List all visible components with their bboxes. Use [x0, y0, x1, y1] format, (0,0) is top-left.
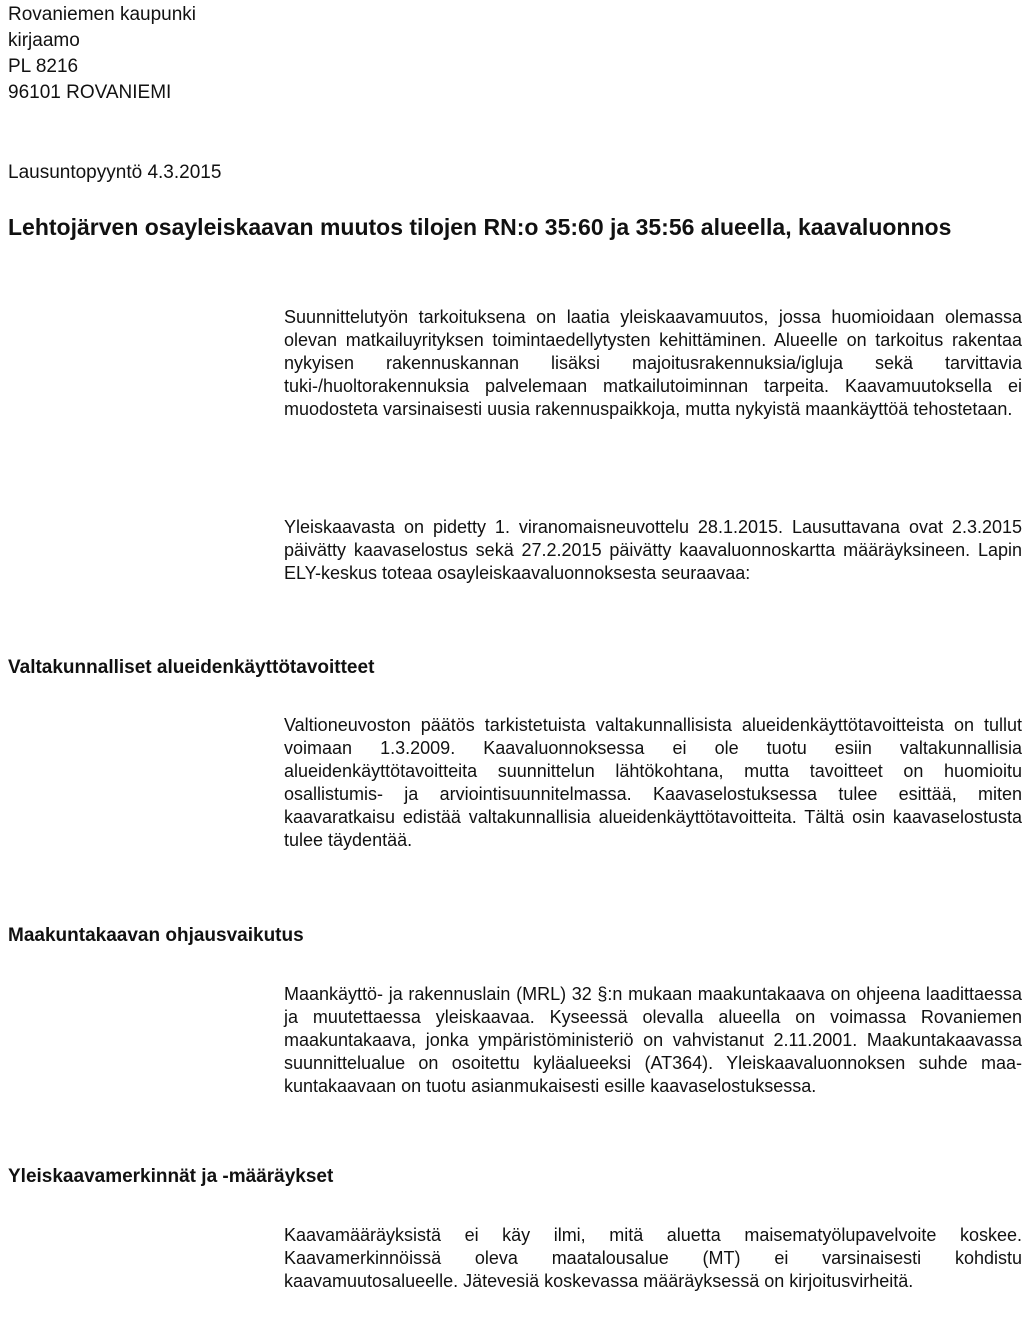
recipient-name: Rovaniemen kaupunki [8, 4, 197, 25]
reference-line: Lausuntopyyntö 4.3.2015 [8, 162, 222, 183]
intro-paragraph-purpose: Suunnittelutyön tarkoituksena on laatia yleiskaavamuutos, jossa huomioidaan olemassa olevan matkailuyrityksen toimintaedellytysten kehittäminen. Alueelle on tarkoitus rakentaa nykyisen rakennuskannan lisäksi majoitusrakennuksia/igluja sekä tarvittavia tuki-/huoltorakennuksia palvelemaan matkailutoiminnan tarpeita. Kaavamuutoksella ei muodosteta varsinaisesti uusia rakennuspaikkoja, mutta nykyistä maankäyttöä tehostetaan. [284, 307, 1022, 419]
section-text-regional-plan-guidance: Maankäyttö- ja rakennuslain (MRL) 32 §:n mukaan maakuntakaava on ohjeena laadittaessa ja muutettaessa yleiskaavaa. Kyseessä olevalla alueella on voimassa Rovaniemen maakuntakaava, jonka ympäristöministeriö on vahvistanut 2.11.2001. Maakuntakaavassa suunnittelualue on osoitettu kyläalueeksi (AT364). Yleiskaavaluonnoksen suhde maakuntakaavaan on tuotu asianmukaisesti esille kaavaselostuksessa. [284, 984, 1022, 1096]
section-heading-regional-plan-guidance: Maakuntakaavan ohjausvaikutus [8, 925, 304, 946]
recipient-po-box: PL 8216 [8, 56, 79, 77]
recipient-postal-code-city: 96101 ROVANIEMI [8, 82, 172, 103]
section-text-master-plan-notations: Kaavamääräyksistä ei käy ilmi, mitä aluetta maisematyölupavelvoite koskee. Kaavamerkinnöissä oleva maatalousalue (MT) ei varsinaisesti kohdistu kaavamuutosalueelle. Jätevesiä koskevassa määräyksessä on kirjoitusvirheitä. [284, 1225, 1022, 1291]
intro-paragraph-consultation: Yleiskaavasta on pidetty 1. viranomaisneuvottelu 28.1.2015. Lausuttavana ovat 2.3.2015 päivätty kaavaselostus sekä 27.2.2015 päivätty kaavaluonnoskartta määräyksineen. Lapin ELY-keskus toteaa osayleiskaavaluonnoksesta seuraavaa: [284, 517, 1022, 583]
section-heading-national-land-use-goals: Valtakunnalliset alueidenkäyttötavoitteet [8, 657, 375, 678]
document-title: Lehtojärven osayleiskaavan muutos tilojen RN:o 35:60 ja 35:56 alueella, kaavaluonnos [8, 214, 952, 240]
recipient-department: kirjaamo [8, 30, 80, 51]
section-text-national-land-use-goals: Valtioneuvoston päätös tarkistetuista valtakunnallisista alueidenkäyttötavoitteista on tullut voimaan 1.3.2009. Kaavaluonnoksessa ei ole tuotu esiin valtakunnallisia alueidenkäyttötavoitteita suunnittelun lähtökohtana, mutta tavoitteet on huomioitu osallistumis- ja arviointisuunnitelmassa. Kaavaselostuksessa tulee esittää, miten kaavaratkaisu edistää valtakunnallisia alueidenkäyttötavoitteita. Tältä osin kaavaselostusta tulee täydentää. [284, 715, 1022, 850]
section-heading-master-plan-notations: Yleiskaavamerkinnät ja -määräykset [8, 1166, 334, 1187]
